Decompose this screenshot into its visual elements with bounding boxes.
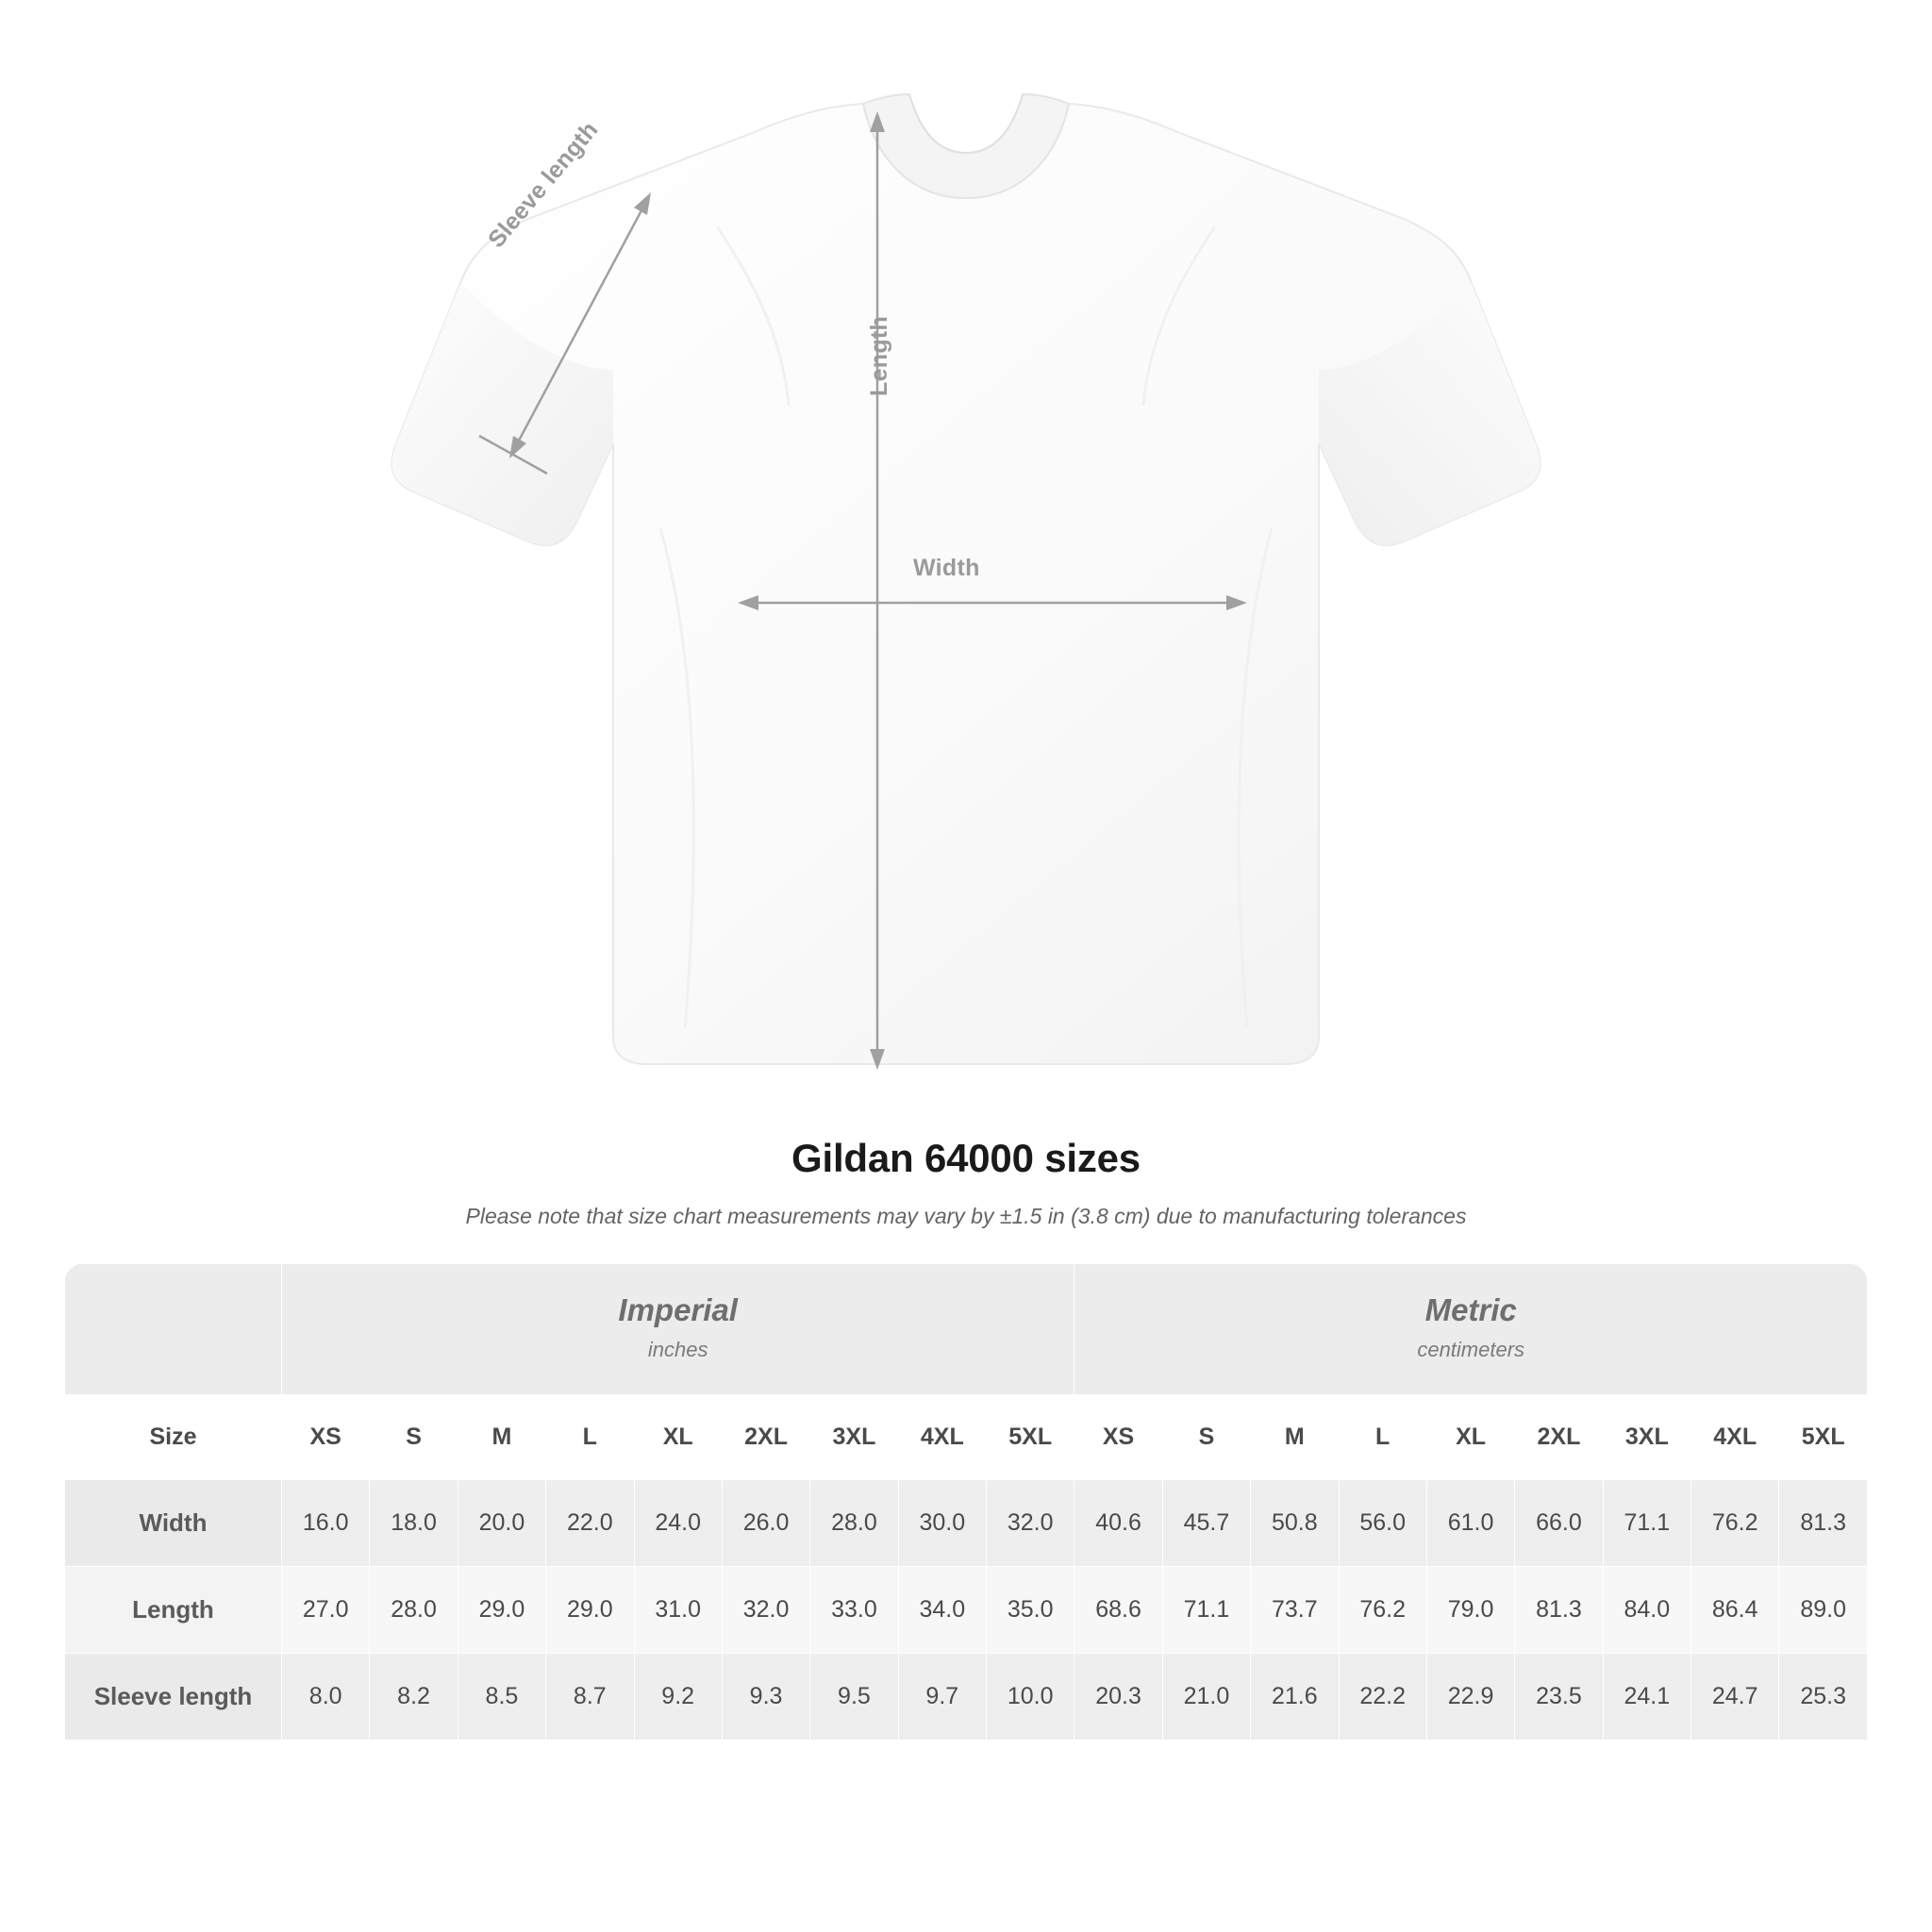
size-header-cell: L — [546, 1395, 634, 1480]
cell: 73.7 — [1251, 1567, 1339, 1654]
size-table — [64, 1263, 1868, 1740]
page-title: Gildan 64000 sizes — [791, 1136, 1141, 1180]
cell: 9.2 — [634, 1654, 722, 1740]
cell: 34.0 — [898, 1567, 986, 1654]
cell: 22.2 — [1339, 1654, 1426, 1740]
cell: 71.1 — [1603, 1480, 1690, 1567]
size-header-row — [65, 1395, 1868, 1480]
cell: 56.0 — [1339, 1480, 1426, 1567]
size-header-cell: 2XL — [1515, 1395, 1603, 1480]
unit-group-imperial-sub: inches — [647, 1338, 708, 1361]
row-label-width: Width — [65, 1480, 282, 1567]
cell: 31.0 — [634, 1567, 722, 1654]
cell: 81.3 — [1515, 1567, 1603, 1654]
size-header-cell: XS — [1074, 1395, 1162, 1480]
size-header-cell: 5XL — [1779, 1395, 1868, 1480]
cell: 76.2 — [1691, 1480, 1779, 1567]
cell: 8.7 — [546, 1654, 634, 1740]
width-dimension-label: Width — [913, 555, 980, 581]
cell: 68.6 — [1074, 1567, 1162, 1654]
size-header-cell: 4XL — [898, 1395, 986, 1480]
table-row — [65, 1654, 1868, 1740]
size-header-cell: 4XL — [1691, 1395, 1779, 1480]
cell: 61.0 — [1426, 1480, 1514, 1567]
cell: 20.0 — [458, 1480, 545, 1567]
cell: 27.0 — [282, 1567, 370, 1654]
cell: 18.0 — [370, 1480, 458, 1567]
cell: 9.3 — [722, 1654, 809, 1740]
cell: 32.0 — [987, 1480, 1074, 1567]
cell: 28.0 — [370, 1567, 458, 1654]
cell: 84.0 — [1603, 1567, 1690, 1654]
cell: 8.0 — [282, 1654, 370, 1740]
cell: 8.2 — [370, 1654, 458, 1740]
size-header-cell: 2XL — [722, 1395, 809, 1480]
cell: 21.6 — [1251, 1654, 1339, 1740]
size-table-container — [64, 1263, 1868, 1740]
size-header-cell: 5XL — [987, 1395, 1074, 1480]
cell: 21.0 — [1162, 1654, 1250, 1740]
size-header-cell: S — [1162, 1395, 1250, 1480]
cell: 22.0 — [546, 1480, 634, 1567]
tolerance-note: Please note that size chart measurements may vary by ±1.5 in (3.8 cm) due to manufacturing tolerances — [465, 1204, 1467, 1228]
cell: 16.0 — [282, 1480, 370, 1567]
size-header-cell: M — [1251, 1395, 1339, 1480]
unit-row-spacer — [65, 1264, 282, 1395]
cell: 26.0 — [722, 1480, 809, 1567]
cell: 45.7 — [1162, 1480, 1250, 1567]
unit-group-imperial — [282, 1264, 1074, 1395]
size-header-cell: 3XL — [1603, 1395, 1690, 1480]
size-header-cell: M — [458, 1395, 545, 1480]
cell: 22.9 — [1426, 1654, 1514, 1740]
cell: 86.4 — [1691, 1567, 1779, 1654]
size-header-cell: XS — [282, 1395, 370, 1480]
title-block — [0, 1136, 1932, 1229]
cell: 24.0 — [634, 1480, 722, 1567]
cell: 29.0 — [546, 1567, 634, 1654]
cell: 76.2 — [1339, 1567, 1426, 1654]
cell: 89.0 — [1779, 1567, 1868, 1654]
size-header-cell: XL — [634, 1395, 722, 1480]
sleeve-length-dimension-label: Sleeve length — [483, 116, 604, 253]
cell: 33.0 — [810, 1567, 898, 1654]
size-header-cell: S — [370, 1395, 458, 1480]
table-row — [65, 1567, 1868, 1654]
cell: 40.6 — [1074, 1480, 1162, 1567]
cell: 29.0 — [458, 1567, 545, 1654]
unit-group-metric-name: Metric — [1424, 1292, 1517, 1327]
cell: 81.3 — [1779, 1480, 1868, 1567]
cell: 23.5 — [1515, 1654, 1603, 1740]
row-label-sleeve-length: Sleeve length — [65, 1654, 282, 1740]
cell: 66.0 — [1515, 1480, 1603, 1567]
cell: 28.0 — [810, 1480, 898, 1567]
cell: 71.1 — [1162, 1567, 1250, 1654]
cell: 25.3 — [1779, 1654, 1868, 1740]
cell: 50.8 — [1251, 1480, 1339, 1567]
cell: 35.0 — [987, 1567, 1074, 1654]
unit-group-metric-sub: centimeters — [1417, 1338, 1525, 1361]
size-header-label: Size — [65, 1395, 282, 1480]
size-header-cell: XL — [1426, 1395, 1514, 1480]
length-dimension-label: Length — [866, 315, 892, 396]
cell: 10.0 — [987, 1654, 1074, 1740]
cell: 30.0 — [898, 1480, 986, 1567]
cell: 32.0 — [722, 1567, 809, 1654]
size-header-cell: 3XL — [810, 1395, 898, 1480]
unit-header-row — [65, 1264, 1868, 1395]
cell: 8.5 — [458, 1654, 545, 1740]
cell: 9.5 — [810, 1654, 898, 1740]
size-header-cell: L — [1339, 1395, 1426, 1480]
unit-group-metric — [1074, 1264, 1868, 1395]
table-row — [65, 1480, 1868, 1567]
cell: 24.7 — [1691, 1654, 1779, 1740]
row-label-length: Length — [65, 1567, 282, 1654]
cell: 9.7 — [898, 1654, 986, 1740]
cell: 24.1 — [1603, 1654, 1690, 1740]
cell: 20.3 — [1074, 1654, 1162, 1740]
unit-group-imperial-name: Imperial — [618, 1292, 738, 1327]
cell: 79.0 — [1426, 1567, 1514, 1654]
